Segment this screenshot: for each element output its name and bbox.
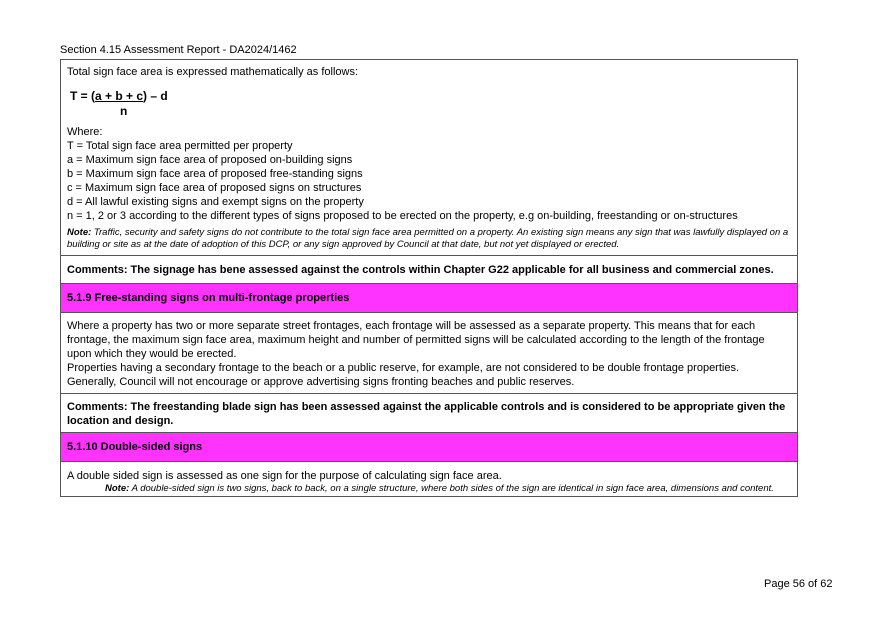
formula-numerator: a + b + c [95,89,144,103]
formula-numerator-line [70,89,168,103]
note-text: Traffic, security and safety signs do not contribute to the total sign face area permitted on a property. An existing sign means any sign that was lawfully displayed on a building or site as at the date of adoption of this DCP, or any sign approved by Council at that date, but not yet displayed or erected. [67,227,789,250]
definition-t: T = Total sign face area permitted per property [67,140,293,152]
formula [70,89,791,119]
formula-cell [61,60,797,256]
multi-frontage-paragraph: Where a property has two or more separate street frontages, each frontage will be assessed as a separate property. This means that for each frontage, the maximum sign face area, maximum height and number of permitted signs will be calculated according to the length of the frontage upon which they would be erected. [67,320,765,360]
page-number: Page 56 of 62 [764,578,833,590]
note-traffic-signs [67,227,791,251]
definition-d: d = All lawful existing signs and exempt signs on the property [67,196,364,208]
note-label-2: Note: [105,483,130,494]
formula-t: T = ( [70,89,96,103]
section-body-5-1-9 [61,313,797,394]
section-body-5-1-10 [61,462,797,496]
definition-c: c = Maximum sign face area of proposed signs on structures [67,182,362,194]
comment-blade-sign: Comments: The freestanding blade sign has been assessed against the applicable controls and is considered to be appropriate given the location and design. [61,394,797,433]
intro-text: Total sign face area is expressed mathematically as follows: [67,66,359,78]
definition-a: a = Maximum sign face area of proposed on-building signs [67,154,353,166]
formula-tail: ) – d [143,89,168,103]
note-label: Note: [67,227,92,238]
section-heading-5-1-10: 5.1.10 Double-sided signs [61,433,797,462]
definition-b: b = Maximum sign face area of proposed free-standing signs [67,168,363,180]
section-heading-5-1-9: 5.1.9 Free-standing signs on multi-frontage properties [61,284,797,313]
secondary-frontage-paragraph: Properties having a secondary frontage to the beach or a public reserve, for example, are not considered to be double frontage properties. Generally, Council will not encourage or approve advertising signs fronting beaches and public reserves. [67,362,740,388]
note-double-sided [67,483,791,495]
assessment-table [60,59,798,497]
where-label: Where: [67,126,103,138]
comment-chapter-g22: Comments: The signage has bene assessed against the controls within Chapter G22 applicable for all business and commercial zones. [61,256,797,284]
page-header: Section 4.15 Assessment Report - DA2024/1462 [60,44,297,56]
note-text-2: A double-sided sign is two signs, back to back, on a single structure, where both sides of the sign are identical in sign face area, dimensions and content. [129,483,774,494]
double-sided-paragraph: A double sided sign is assessed as one sign for the purpose of calculating sign face area. [67,470,502,482]
definition-n: n = 1, 2 or 3 according to the different types of signs proposed to be erected on the property, e.g on-building, freestanding or on-structures [67,210,738,222]
formula-denominator: n [120,104,128,118]
